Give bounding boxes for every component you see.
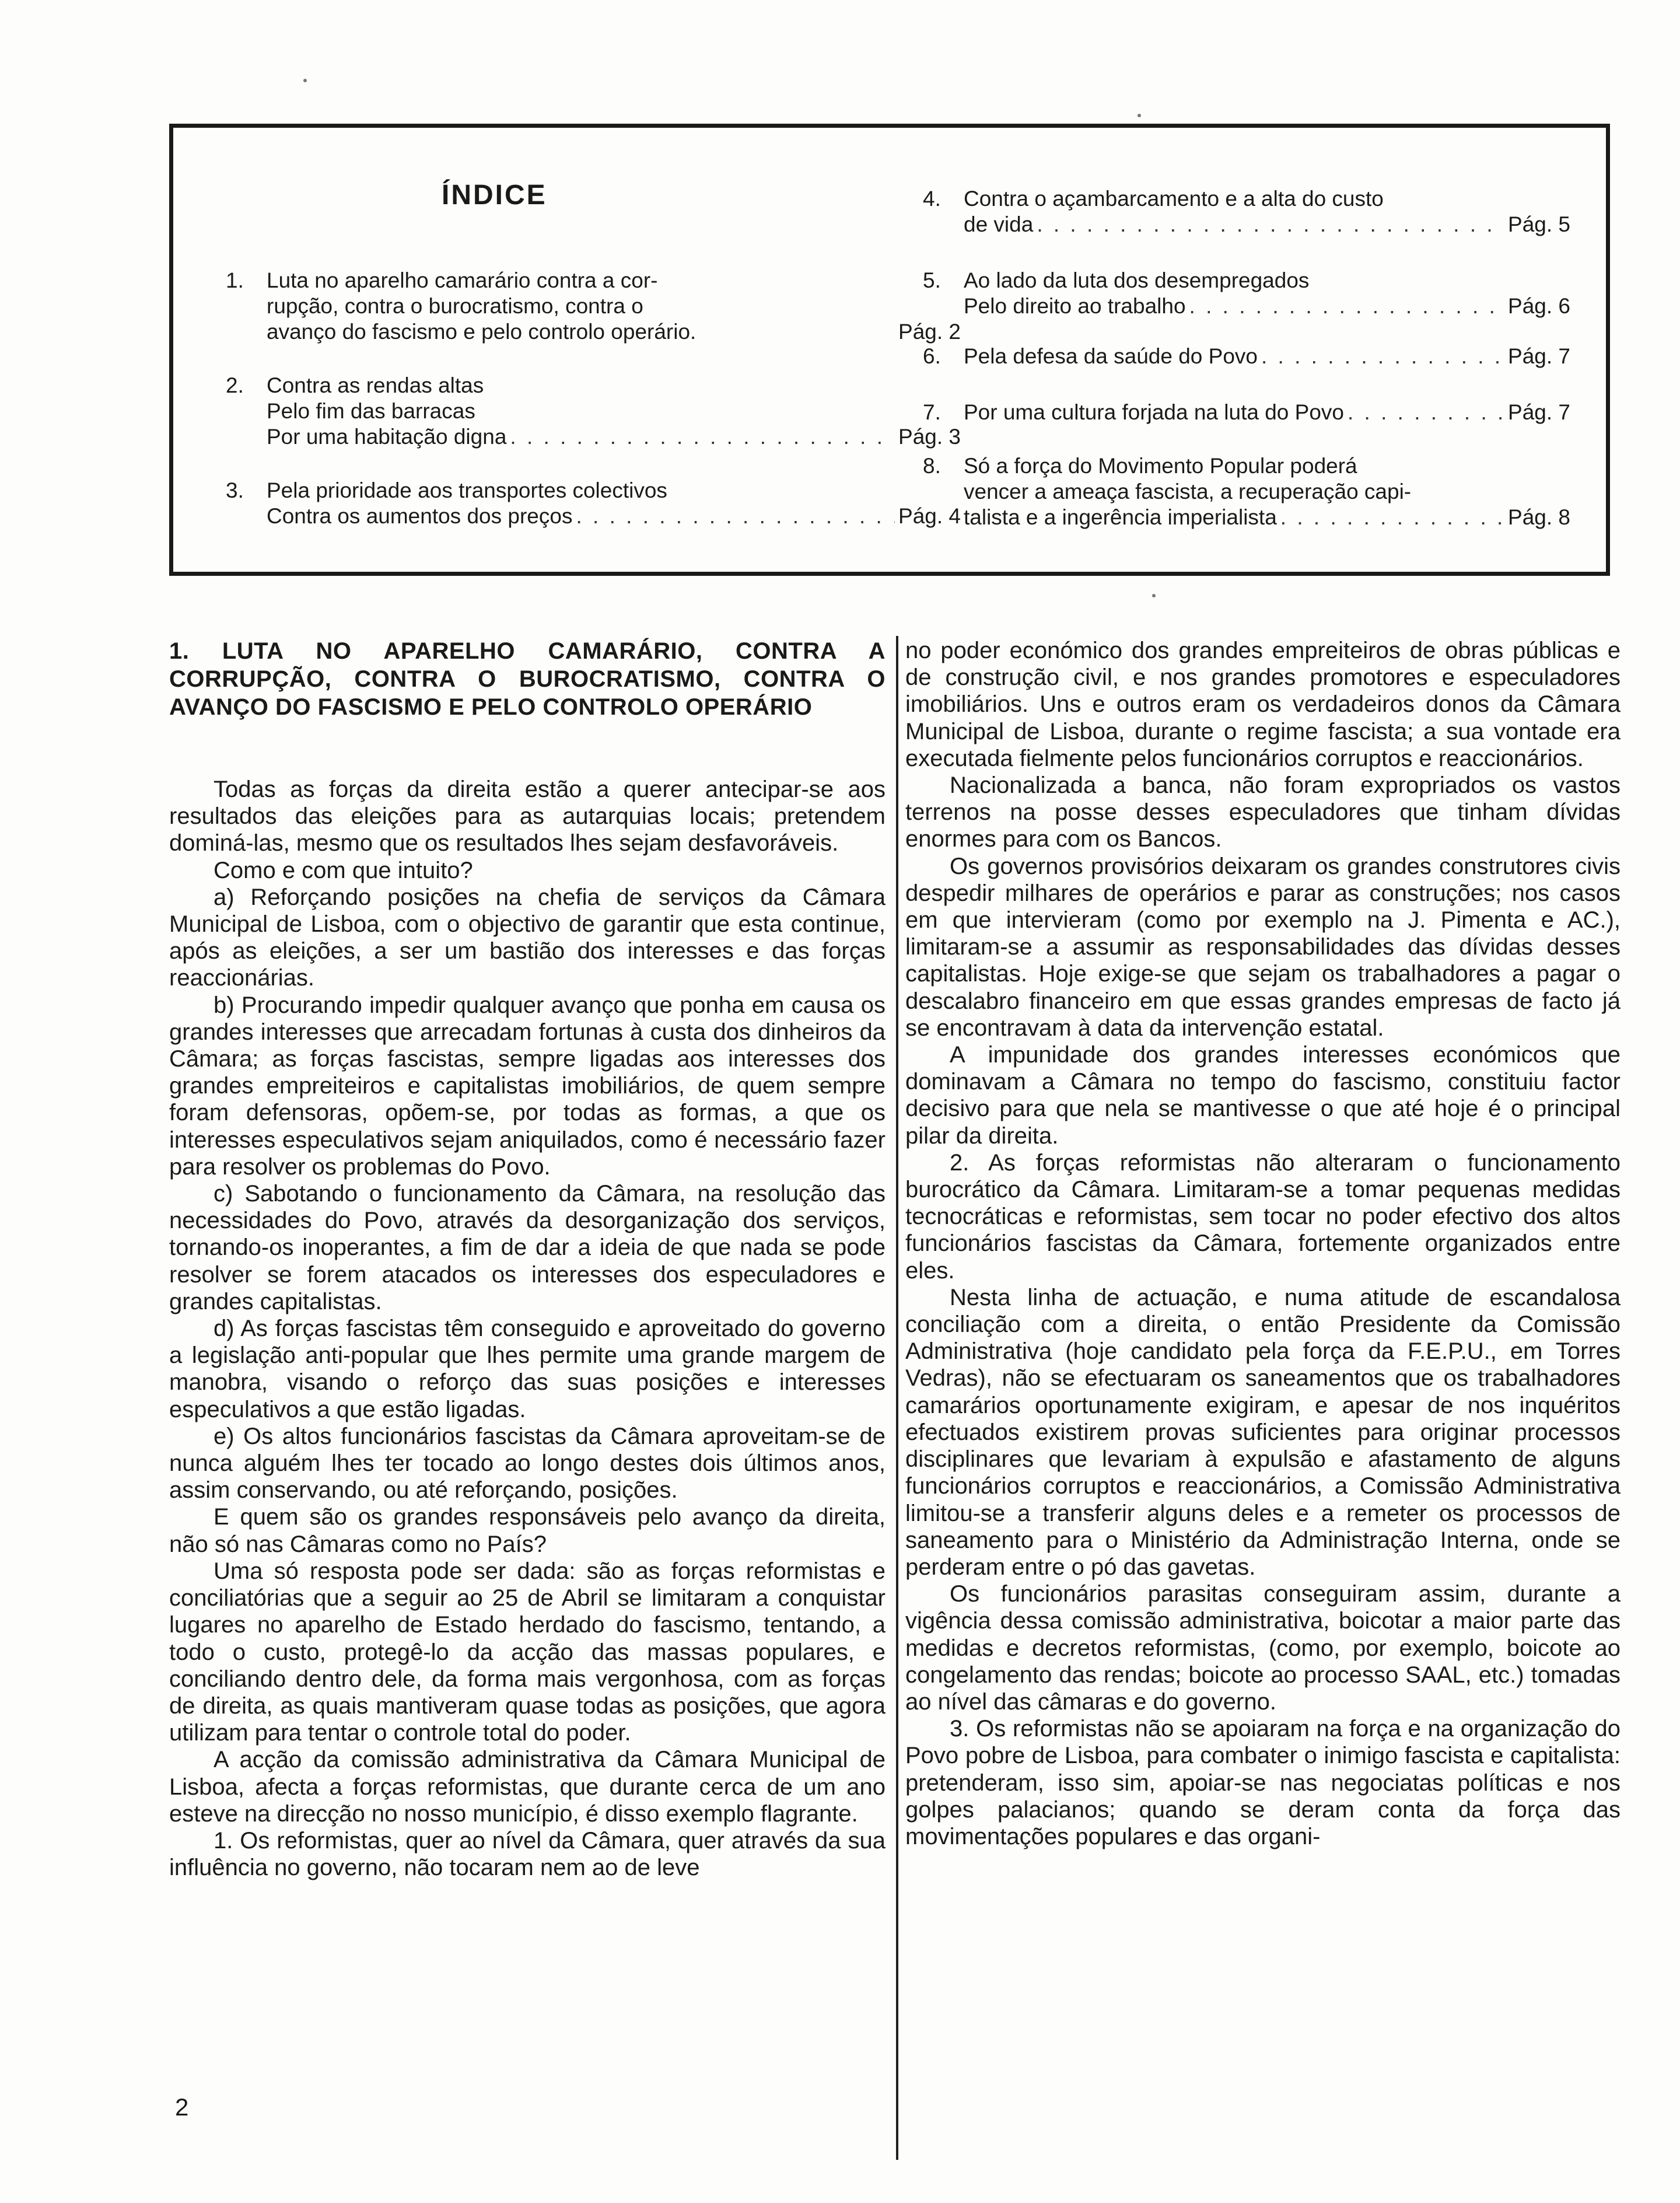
paragraph: 1. Os reformistas, quer ao nível da Câmara, quer através da sua influência no governo, não tocaram nem ao de leve [169, 1827, 886, 1881]
paragraph: e) Os altos funcionários fascistas da Câmara aproveitam-se de nunca alguém lhes ter tocado ao longo destes dois últimos anos, assim conservando, ou até reforçando, posições. [169, 1423, 886, 1503]
page-number: 2 [175, 2093, 189, 2121]
paragraph: Todas as forças da direita estão a querer antecipar-se aos resultados das eleições para as autarquias locais; pretendem dominá-las, mesmo que os resultados lhes sejam desfavoráveis. [169, 777, 886, 856]
paragraph: a) Reforçando posições na chefia de serviços da Câmara Municipal de Lisboa, com o objectivo de garantir que esta continue, após as eleições, a ser um bastião dos interesses e das forças reaccionárias. [169, 884, 886, 991]
index-item-7: 7. Por uma cultura forjada na luta do Povo . . . Pág. 7 [964, 400, 1570, 425]
index-box [169, 124, 1610, 576]
paragraph: E quem são os grandes responsáveis pelo avanço da direita, não só nas Câmaras como no País? [169, 1504, 886, 1557]
paragraph: 2. As forças reformistas não alteraram o funcionamento burocrático da Câmara. Limitaram-se a tomar pequenas medidas tecnocráticas e reformistas, sem tocar no poder efectivo dos altos funcionários fascistas da Câmara, fortemente organizados entre eles. [905, 1149, 1620, 1284]
paragraph: no poder económico dos grandes empreiteiros de obras públicas e de construção civil, e nos grandes promotores e especuladores imobiliários. Uns e outros eram os verdadeiros donos da Câmara Municipal de Lisboa, durante o regime fascista; a sua vontade era executada fielmente pelos funcionários corruptos e reaccionários. [905, 638, 1620, 771]
paragraph: A acção da comissão administrativa da Câmara Municipal de Lisboa, afecta a forças reformistas, que durante cerca de um ano esteve na direcção no nosso município, é disso exemplo flagrante. [169, 1747, 886, 1827]
paper-speck [1152, 594, 1156, 597]
paragraph: d) As forças fascistas têm conseguido e aproveitado do governo a legislação anti-popular que lhes permite uma grande margem de manobra, visando o reforço das suas posições e interesses especulativos a que estão ligadas. [169, 1316, 886, 1422]
index-item-6: 6. Pela defesa da saúde do Povo . . . Pág. 7 [964, 344, 1570, 369]
article-left-column [169, 637, 886, 1881]
paragraph: c) Sabotando o funcionamento da Câmara, na resolução das necessidades do Povo, através da desorganização dos serviços, tornando-os inoperantes, a fim de dar a ideia de que nada se pode resolver se forem atacados os interesses dos especuladores e grandes capitalistas. [169, 1181, 886, 1314]
right-paragraphs [905, 637, 1620, 1850]
paragraph: Como e com que intuito? [214, 857, 473, 883]
index-item-3: 3. Pela prioridade aos transportes colectivos Contra os aumentos dos preços . . . Pág. 4 [267, 478, 961, 529]
paragraph: 3. Os reformistas não se apoiaram na força e na organização do Povo pobre de Lisboa, para combater o inimigo fascista e capitalista: pretenderam, isso sim, apoiar-se nas negociatas políticas e nos golpes palacianos; quando se deram conta da força das movimentações populares e das organi- [905, 1716, 1620, 1849]
paper-speck [1138, 114, 1141, 117]
paper-speck [303, 79, 307, 82]
column-divider [896, 636, 898, 2160]
left-paragraphs [169, 776, 886, 1881]
index-item-2: 2. Contra as rendas altas Pelo fim das barracas Por uma habitação digna . . . Pág. 3 [267, 373, 961, 450]
paragraph: Os governos provisórios deixaram os grandes construtores civis despedir milhares de operários e parar as construções; nos casos em que intervieram (como por exemplo na J. Pimenta e AC.), limitaram-se a assumir as responsabilidades das dívidas desses capitalistas. Hoje exige-se que sejam os trabalhadores a pagar o descalabro financeiro em que essas grandes empresas de facto já se encontravam à data da intervenção estatal. [905, 853, 1620, 1041]
paragraph: Nacionalizada a banca, não foram expropriados os vastos terrenos na posse desses especuladores que tinham dívidas enormes para com os Bancos. [905, 772, 1620, 852]
index-item-1: 1. Luta no aparelho camarário contra a cor- rupção, contra o burocratismo, contra o avanço do fascismo e pelo controlo operário. Pág. 2 [226, 268, 961, 344]
paragraph: A impunidade dos grandes interesses económicos que dominavam a Câmara no tempo do fascismo, constituiu factor decisivo para que nela se mantivesse o que até hoje é o principal pilar da direita. [905, 1042, 1620, 1149]
index-item-4: 4. Contra o açambarcamento e a alta do custo de vida . . . Pág. 5 [964, 186, 1570, 237]
article-right-column [905, 637, 1620, 1850]
paragraph: b) Procurando impedir qualquer avanço que ponha em causa os grandes interesses que arrecadam fortunas à custa dos dinheiros da Câmara; as forças fascistas, sempre ligadas aos interesses dos grandes empreiteiros e capitalistas imobiliários, de quem sempre foram defensoras, opõem-se, por todas as formas, a que os interesses especulativos sejam aniquilados, como é necessário fazer para resolver os problemas do Povo. [169, 992, 886, 1180]
article-heading: 1. LUTA NO APARELHO CAMARÁRIO, CONTRA A CORRUPÇÃO, CONTRA O BUROCRATISMO, CONTRA O AVANÇO DO FASCISMO E PELO CONTROLO OPERÁRIO [169, 638, 886, 720]
index-title: ÍNDICE [442, 180, 547, 211]
index-item-8: 8. Só a força do Movimento Popular poderá vencer a ameaça fascista, a recuperação capi- talista e a ingerência imperialista . . . Pág. 8 [964, 453, 1570, 530]
paragraph: Os funcionários parasitas conseguiram assim, durante a vigência dessa comissão administrativa, boicotar a maior parte das medidas e decretos reformistas, (como, por exemplo, boicote ao congelamento das rendas; boicote ao processo SAAL, etc.) tomadas ao nível das câmaras e do governo. [905, 1581, 1620, 1715]
paragraph: Uma só resposta pode ser dada: são as forças reformistas e conciliatórias que a seguir ao 25 de Abril se limitaram a conquistar lugares no aparelho de Estado herdado do fascismo, tentando, a todo o custo, protegê-lo da acção das massas populares, e conciliando dentro dele, da forma mais vergonhosa, com as forças de direita, as quais mantiveram quase todas as posições, que agora utilizam para tentar o controle total do poder. [169, 1558, 886, 1746]
index-item-5: 5. Ao lado da luta dos desempregados Pelo direito ao trabalho . . . Pág. 6 [964, 268, 1570, 319]
paragraph: Nesta linha de actuação, e numa atitude de escandalosa conciliação com a direita, o então Presidente da Comissão Administrativa (hoje candidato pela força da F.E.P.U., em Torres Vedras), não se efectuaram os saneamentos que os trabalhadores camarários oportunamente exigiram, e apesar de nos inquéritos efectuados existirem provas suficientes para originar processos disciplinares que levariam à expulsão e afastamento de alguns funcionários corruptos e reaccionários, a Comissão Administrativa limitou-se a transferir alguns deles e a remeter os processos de saneamento para o Ministério da Administração Interna, onde se perderam entre o pó das gavetas. [905, 1284, 1620, 1580]
